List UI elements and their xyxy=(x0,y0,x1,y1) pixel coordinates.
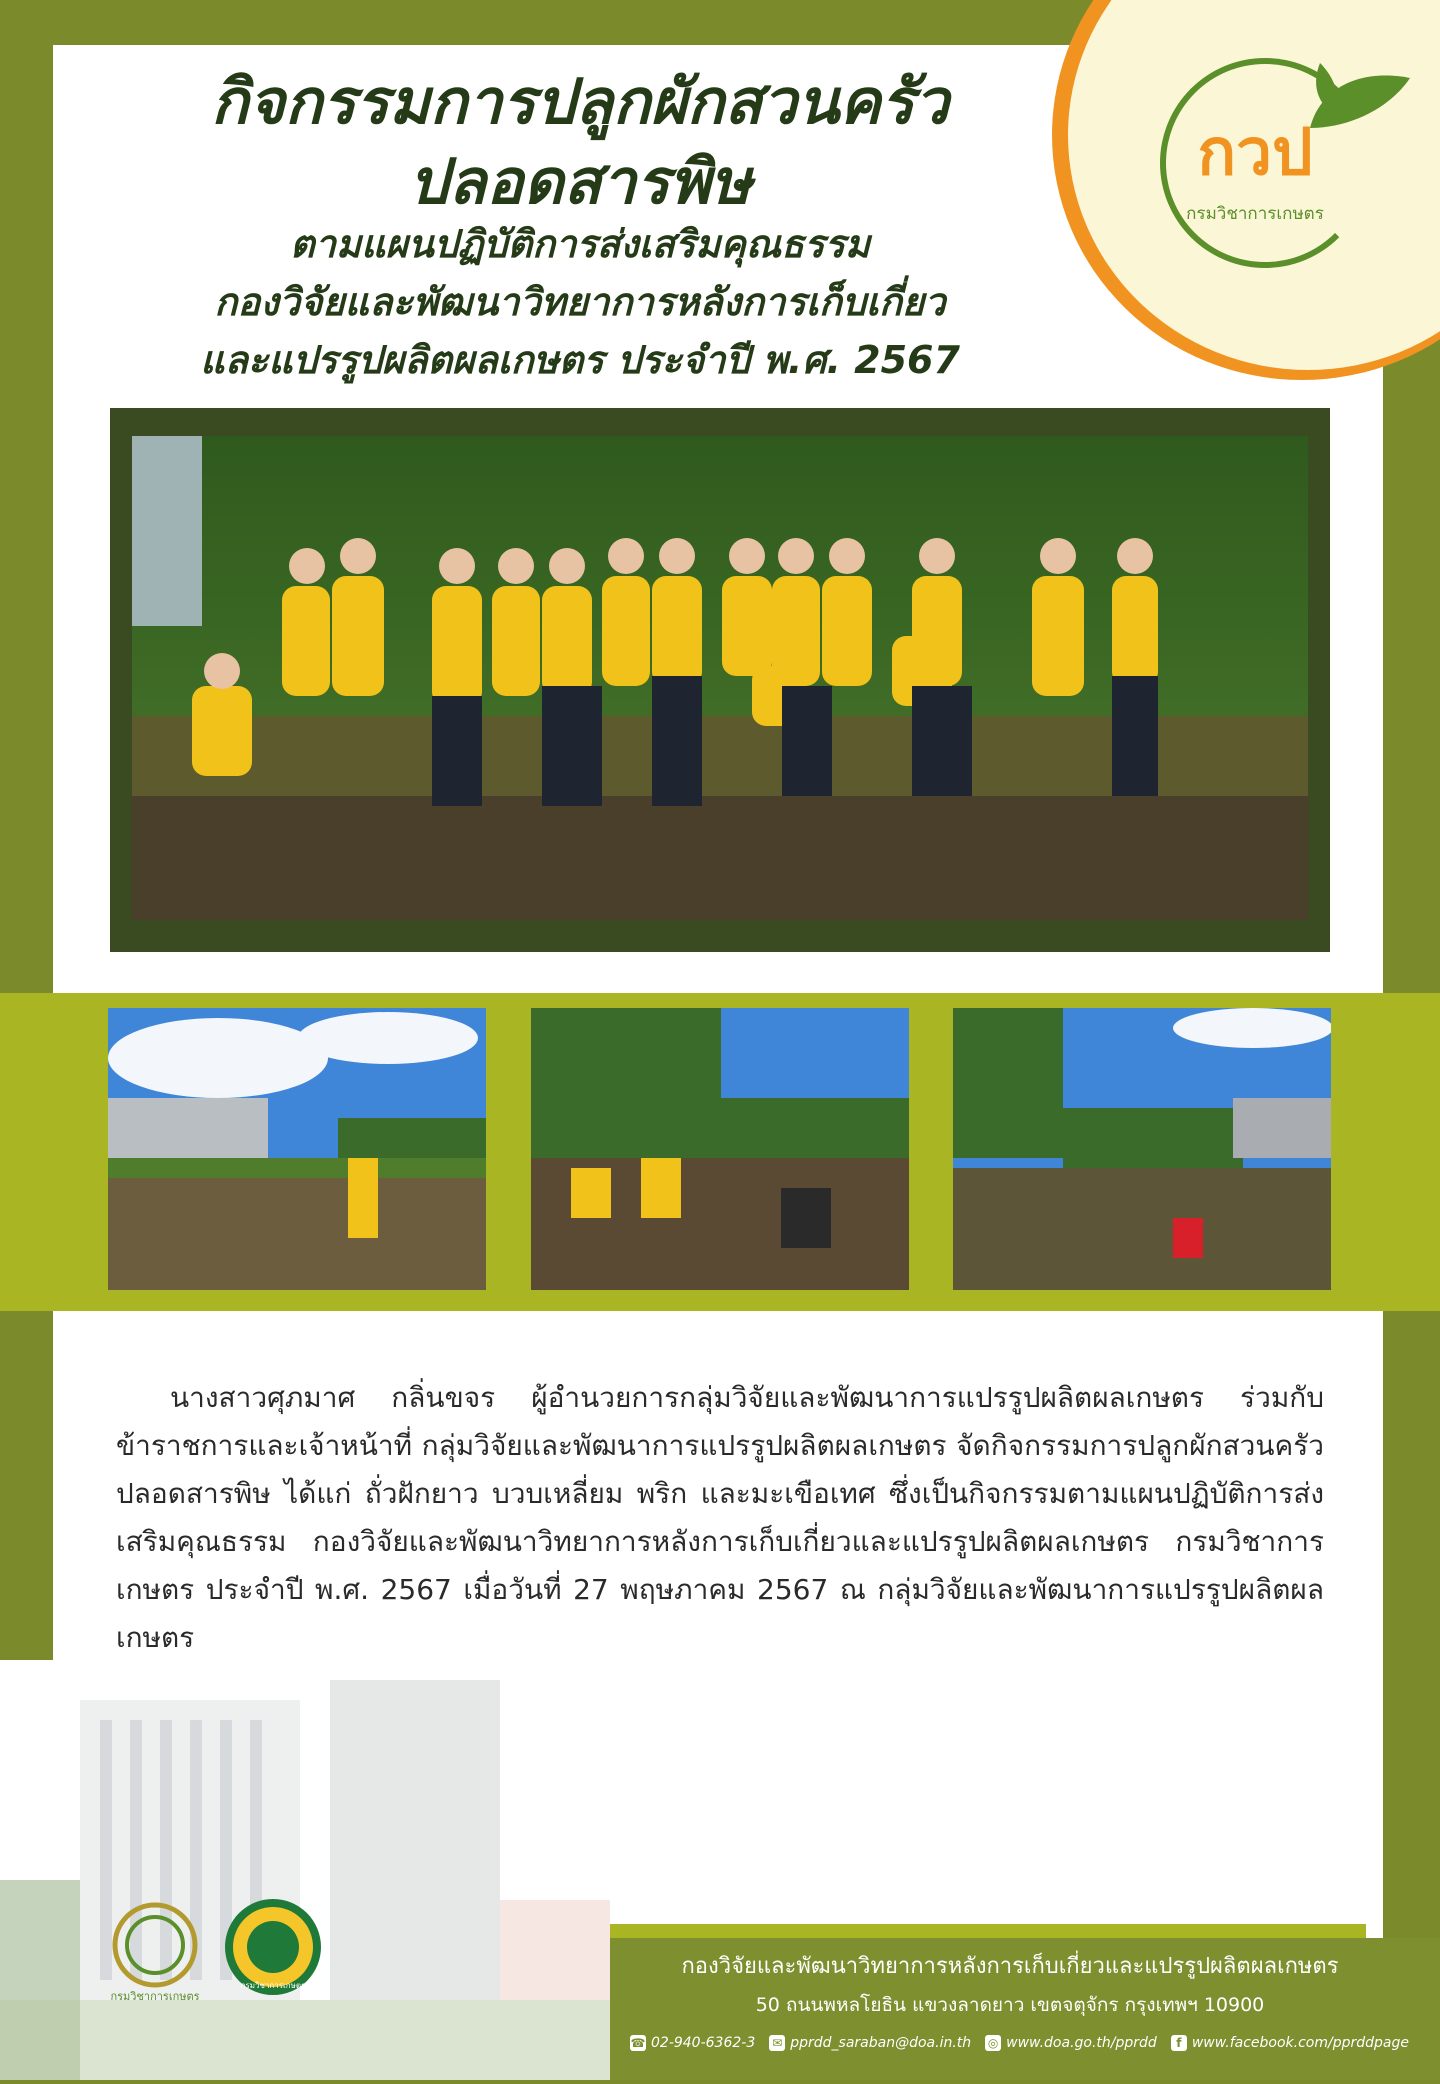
footer-address: 50 ถนนพหลโยธิน แขวงลาดยาว เขตจตุจักร กรุงเทพฯ 10900 xyxy=(755,1994,1265,2016)
activity-photo-2 xyxy=(531,1008,909,1290)
contact-website[interactable] xyxy=(985,2028,1157,2058)
page-title-line2: ปลอดสารพิษ xyxy=(408,145,752,218)
subtitle-line1: ตามแผนปฏิบัติการส่งเสริมคุณธรรม xyxy=(289,222,871,266)
activity-photo-1 xyxy=(108,1008,486,1290)
seal-caption-2: กรมวิชาการเกษตร xyxy=(240,1981,306,1990)
logo-subtext: กรมวิชาการเกษตร xyxy=(1186,204,1324,224)
body-text: นางสาวศุภมาศ กลิ่นขจร ผู้อำนวยการกลุ่มวิจัยและพัฒนาการแปรรูปผลิตผลเกษตร ร่วมกับข้าราชการและเจ้าหน้าที่ กลุ่มวิจัยและพัฒนาการแปรรูปผลิตผลเกษตร จัดกิจกรรมการปลูกผักสวนครัวปลอดสารพิษ ได้แก่ ถั่วฝักยาว บวบเหลี่ยม พริก และมะเขือเทศ ซึ่งเป็นกิจกรรมตามแผนปฏิบัติการส่งเสริมคุณธรรม กองวิจัยและพัฒนาวิทยาการหลังการเก็บเกี่ยวและแปรรูปผลิตผลเกษตร กรมวิชาการเกษตร ประจำปี พ.ศ. 2567 เมื่อวันที่ 27 พฤษภาคม 2567 ณ กลุ่มวิจัยและพัฒนาการแปรรูปผลิตผลเกษตร xyxy=(116,1381,1324,1654)
seal-caption-1: กรมวิชาการเกษตร xyxy=(110,1990,200,2003)
anniversary-seal xyxy=(90,1890,220,2020)
page-title-line1: กิจกรรมการปลูกผักสวนครัว xyxy=(211,65,949,138)
activity-photo-3 xyxy=(953,1008,1331,1290)
globe-icon: ◎ xyxy=(985,2035,1001,2051)
footer-org-name: กองวิจัยและพัฒนาวิทยาการหลังการเก็บเกี่ยวและแปรรูปผลิตผลเกษตร xyxy=(681,1954,1339,1979)
email-text[interactable]: pprdd_saraban@doa.in.th xyxy=(790,2035,972,2051)
phone-text: 02-940-6362-3 xyxy=(651,2035,756,2051)
footer-contacts xyxy=(630,2028,1410,2058)
logo-text: กวป xyxy=(1197,116,1313,190)
website-text[interactable]: www.doa.go.th/pprdd xyxy=(1006,2035,1157,2051)
facebook-icon: f xyxy=(1171,2035,1187,2051)
department-seal xyxy=(222,1896,324,1998)
subtitle-line2: กองวิจัยและพัฒนาวิทยาการหลังการเก็บเกี่ยว xyxy=(214,280,946,324)
contact-phone xyxy=(630,2028,755,2058)
subtitle-line3: และแปรรูปผลิตผลเกษตร ประจำปี พ.ศ. 2567 xyxy=(200,338,960,382)
group-photo xyxy=(132,436,1308,920)
email-icon: ✉ xyxy=(769,2035,785,2051)
phone-icon: ☎ xyxy=(630,2036,646,2050)
body-paragraph xyxy=(116,1374,1324,1662)
facebook-text[interactable]: www.facebook.com/pprddpage xyxy=(1191,2035,1409,2051)
contact-facebook[interactable] xyxy=(1171,2028,1409,2058)
contact-email[interactable] xyxy=(769,2028,971,2058)
